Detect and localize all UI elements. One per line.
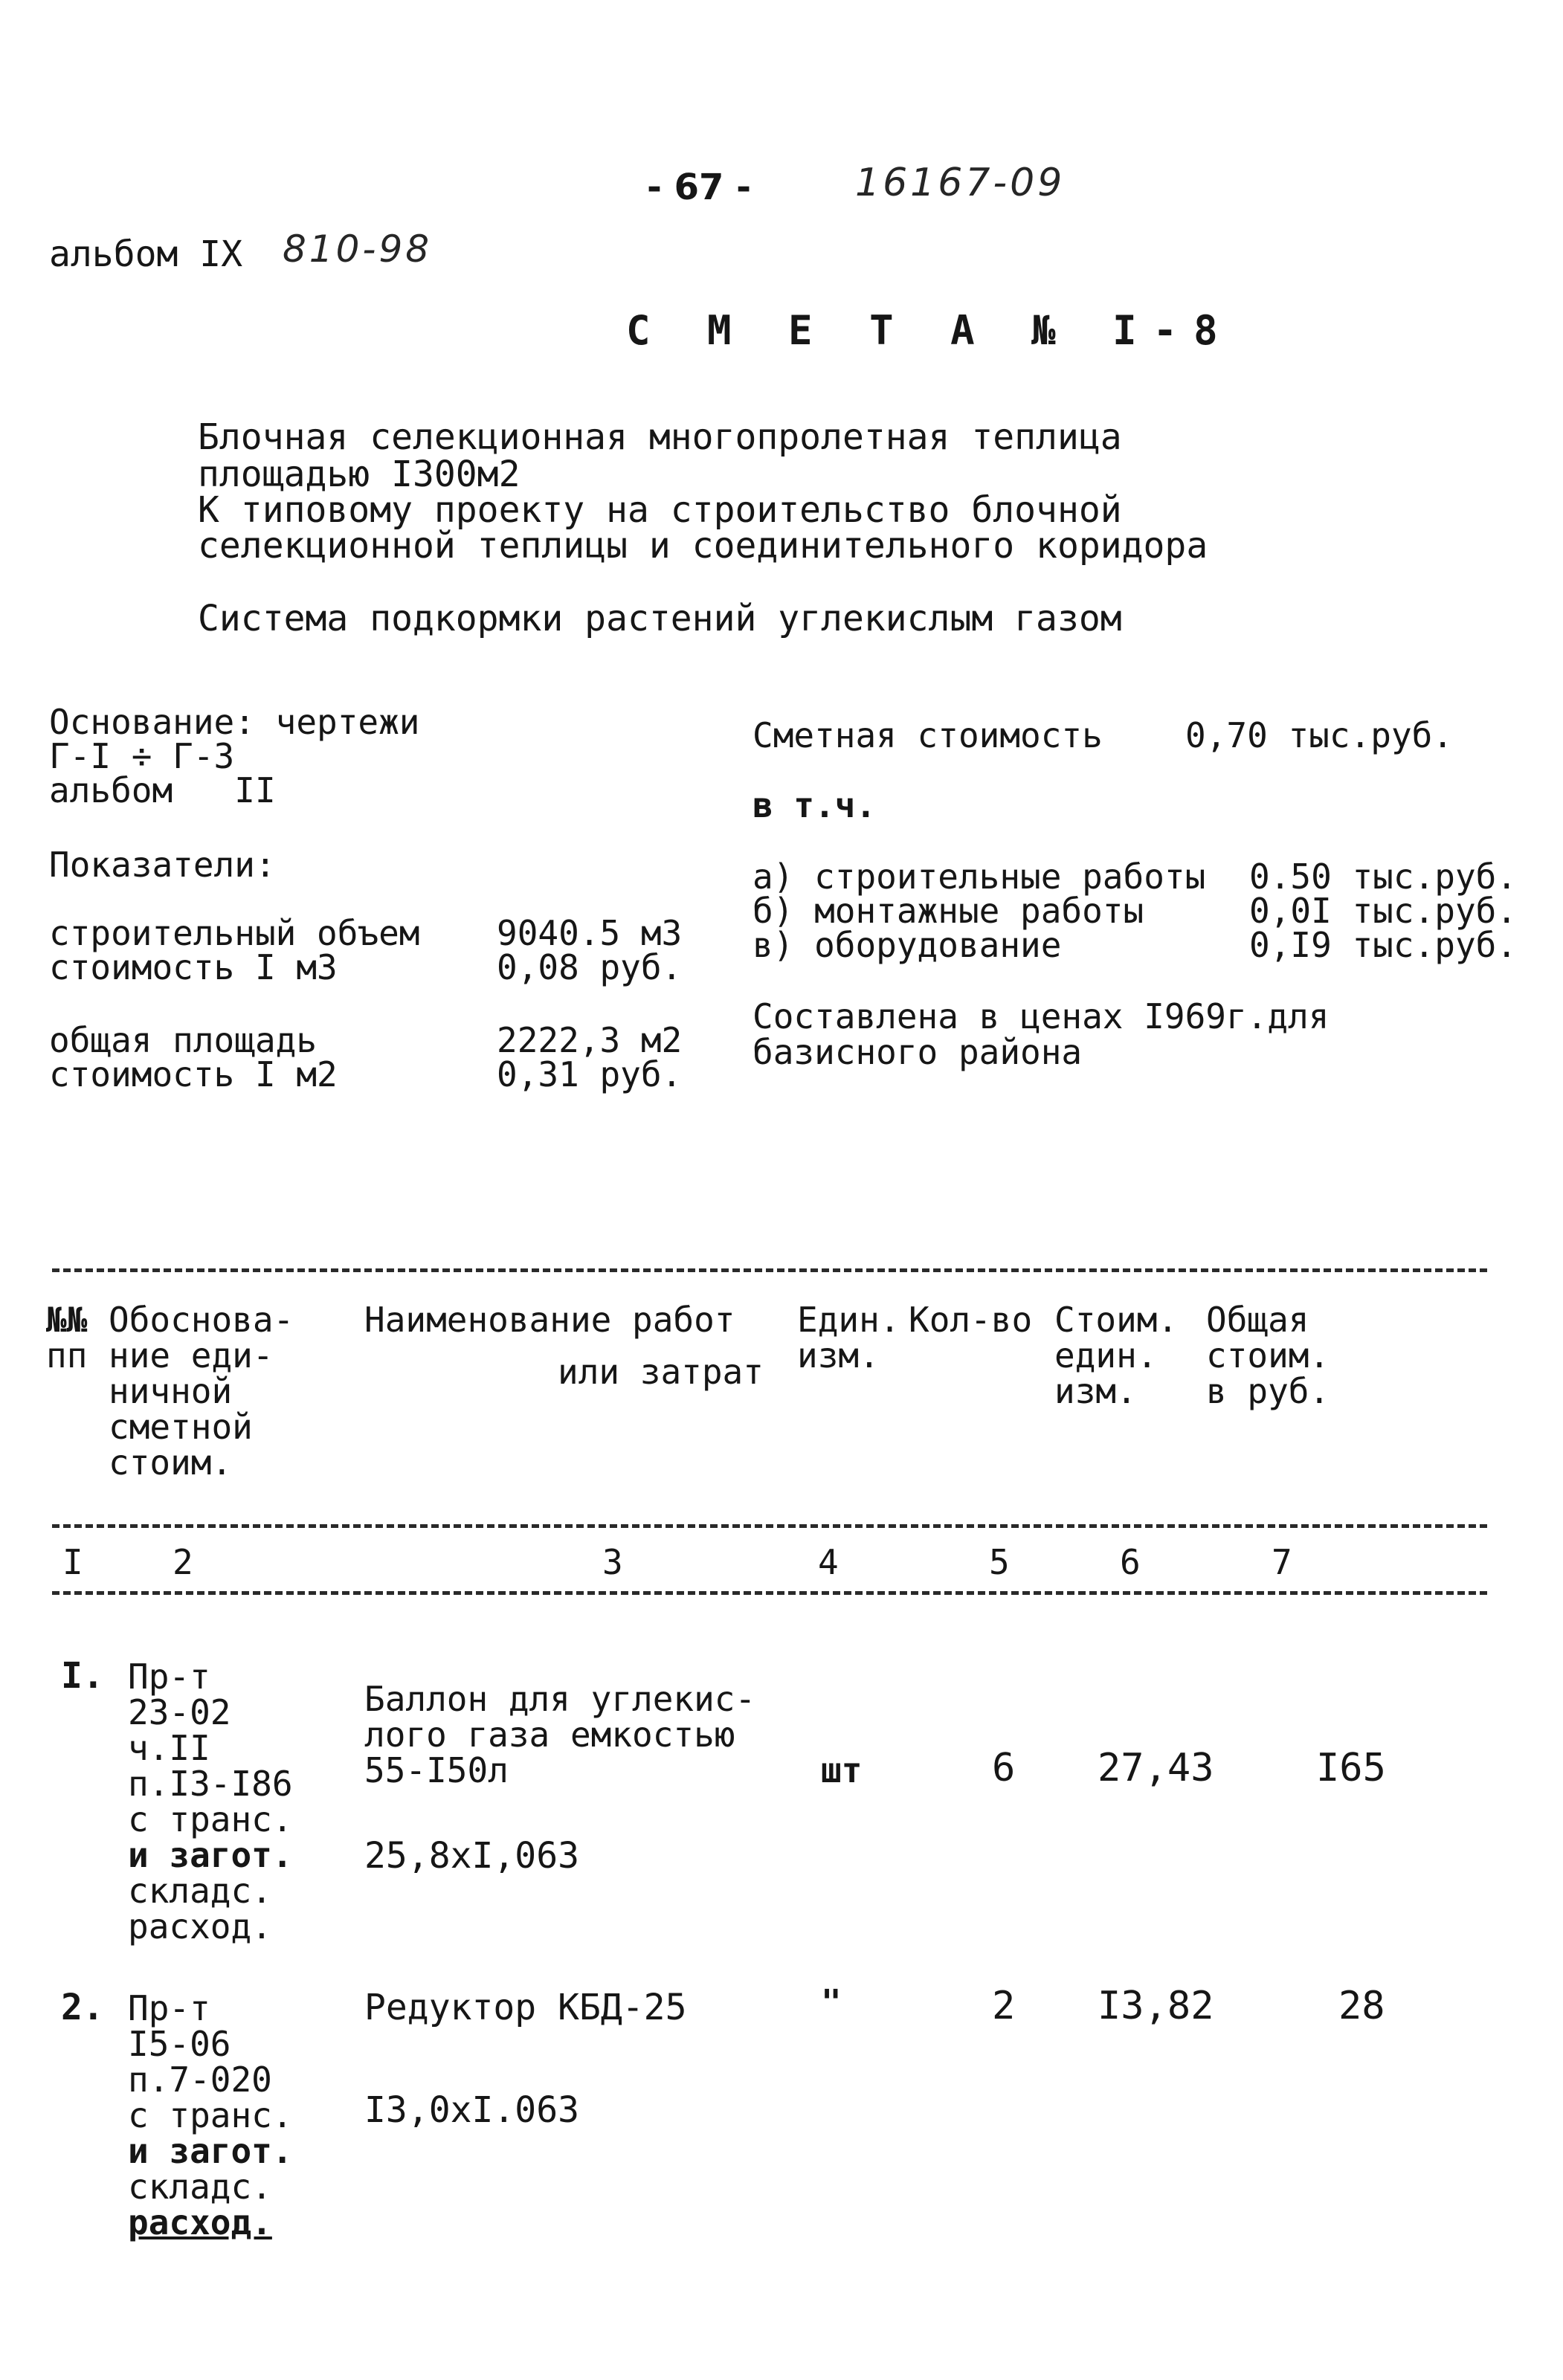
description-line-1: Блочная селекционная многопролетная теплица xyxy=(198,416,1122,458)
table-header-rule xyxy=(52,1524,1487,1528)
estimate-value: 0,70 тыс.руб. xyxy=(1185,715,1454,755)
indicator-name: общая площадь xyxy=(49,1020,318,1060)
header-unit: изм. xyxy=(797,1335,880,1376)
description-line-3: К типовому проекту на строительство блочной xyxy=(198,489,1122,531)
document-code: 16167-09 xyxy=(855,161,1066,205)
column-number: 2 xyxy=(173,1542,193,1582)
row-unit-cost: I3,82 xyxy=(1098,1984,1214,2028)
row-formula: I3,0xI.063 xyxy=(364,2089,579,2131)
row-basis: I5-06 xyxy=(128,2024,231,2064)
row-basis: расход. xyxy=(128,1906,272,1947)
header-total: стоим. xyxy=(1206,1335,1330,1376)
cost-part-label: а) строительные работы xyxy=(753,857,1206,897)
header-qty: Кол-во xyxy=(909,1300,1033,1340)
column-number: 3 xyxy=(602,1542,623,1582)
table-columns-rule xyxy=(52,1591,1487,1595)
row-basis: ч.II xyxy=(128,1728,210,1768)
basis-line-2: Г-I ÷ Г-3 xyxy=(49,736,235,776)
row-name: Баллон для углекис- xyxy=(364,1679,756,1719)
row-basis: складс. xyxy=(128,2167,272,2207)
header-unit-cost: един. xyxy=(1054,1335,1158,1376)
row-number: I. xyxy=(61,1655,104,1697)
indicators-label: Показатели: xyxy=(49,845,276,885)
header-no: №№ xyxy=(46,1300,88,1340)
row-basis: складс. xyxy=(128,1871,272,1911)
cost-part-value: 0.50 тыс.руб. xyxy=(1249,857,1518,897)
basis-line-1: Основание: чертежи xyxy=(49,702,420,742)
header-name: Наименование работ xyxy=(364,1300,735,1340)
row-number: 2. xyxy=(61,1987,104,2028)
basis-line-3: альбом II xyxy=(49,770,276,810)
indicator-value: 9040.5 м3 xyxy=(497,913,683,953)
cost-part-label: б) монтажные работы xyxy=(753,891,1144,931)
row-basis: и загот. xyxy=(128,2131,293,2171)
row-name: Редуктор КБД-25 xyxy=(364,1987,687,2028)
row-basis: расход. xyxy=(128,2202,272,2242)
page-number: - 67 - xyxy=(647,167,752,208)
header-basis: ничной xyxy=(109,1371,233,1411)
description-line-2: площадью I300м2 xyxy=(198,454,521,495)
row-unit: " xyxy=(821,1982,842,2022)
header-unit: Един. xyxy=(797,1300,900,1340)
row-name: 55-I50л xyxy=(364,1750,509,1790)
document-title: С М Е Т А № I-8 xyxy=(626,307,1234,354)
indicator-value: 2222,3 м2 xyxy=(497,1020,683,1060)
row-total: I65 xyxy=(1316,1746,1386,1790)
row-formula: 25,8xI,063 xyxy=(364,1835,579,1877)
indicator-name: стоимость I м3 xyxy=(49,947,338,987)
album-code: 810-98 xyxy=(283,228,433,271)
header-basis: Обоснова- xyxy=(109,1300,294,1340)
row-unit-cost: 27,43 xyxy=(1098,1746,1214,1790)
header-no: пп xyxy=(46,1335,88,1376)
description-line-4: селекционной теплицы и соединительного коридора xyxy=(198,525,1208,567)
row-basis: 23-02 xyxy=(128,1692,231,1732)
row-total: 28 xyxy=(1338,1984,1385,2028)
row-unit: шт xyxy=(821,1750,863,1790)
row-basis: п.7-020 xyxy=(128,2060,272,2100)
column-number: 7 xyxy=(1272,1542,1292,1582)
row-basis: и загот. xyxy=(128,1835,293,1875)
prices-line-1: Составлена в ценах I969г.для xyxy=(753,996,1330,1036)
row-basis: с транс. xyxy=(128,1799,293,1839)
indicator-name: стоимость I м2 xyxy=(49,1054,338,1094)
row-qty: 2 xyxy=(992,1984,1016,2028)
row-basis: Пр-т xyxy=(128,1988,210,2028)
indicator-value: 0,08 руб. xyxy=(497,947,683,987)
header-unit-cost: изм. xyxy=(1054,1371,1137,1411)
row-qty: 6 xyxy=(992,1746,1016,1790)
row-basis: с транс. xyxy=(128,2095,293,2135)
column-number: 5 xyxy=(989,1542,1010,1582)
system-title: Система подкормки растений углекислым газом xyxy=(198,598,1122,639)
header-basis: сметной xyxy=(109,1407,253,1447)
album-label: альбом IX xyxy=(49,233,243,275)
column-number: I xyxy=(62,1542,83,1582)
prices-line-2: базисного района xyxy=(753,1032,1083,1072)
row-name: лого газа емкостью xyxy=(364,1715,735,1755)
estimate-label: Сметная стоимость xyxy=(753,715,1103,755)
indicator-value: 0,31 руб. xyxy=(497,1054,683,1094)
header-unit-cost: Стоим. xyxy=(1054,1300,1179,1340)
header-total: в руб. xyxy=(1206,1371,1330,1411)
column-number: 4 xyxy=(818,1542,839,1582)
cost-part-label: в) оборудование xyxy=(753,925,1062,965)
table-top-rule xyxy=(52,1268,1487,1272)
header-basis: стоим. xyxy=(109,1442,233,1483)
indicator-name: строительный объем xyxy=(49,913,420,953)
row-basis: п.I3-I86 xyxy=(128,1764,293,1804)
header-basis: ние еди- xyxy=(109,1335,274,1376)
row-basis: Пр-т xyxy=(128,1657,210,1697)
cost-part-value: 0,I9 тыс.руб. xyxy=(1249,925,1518,965)
cost-part-value: 0,0I тыс.руб. xyxy=(1249,891,1518,931)
column-number: 6 xyxy=(1120,1542,1141,1582)
including-label: в т.ч. xyxy=(753,785,877,825)
header-name: или затрат xyxy=(558,1352,764,1392)
header-total: Общая xyxy=(1206,1300,1309,1340)
